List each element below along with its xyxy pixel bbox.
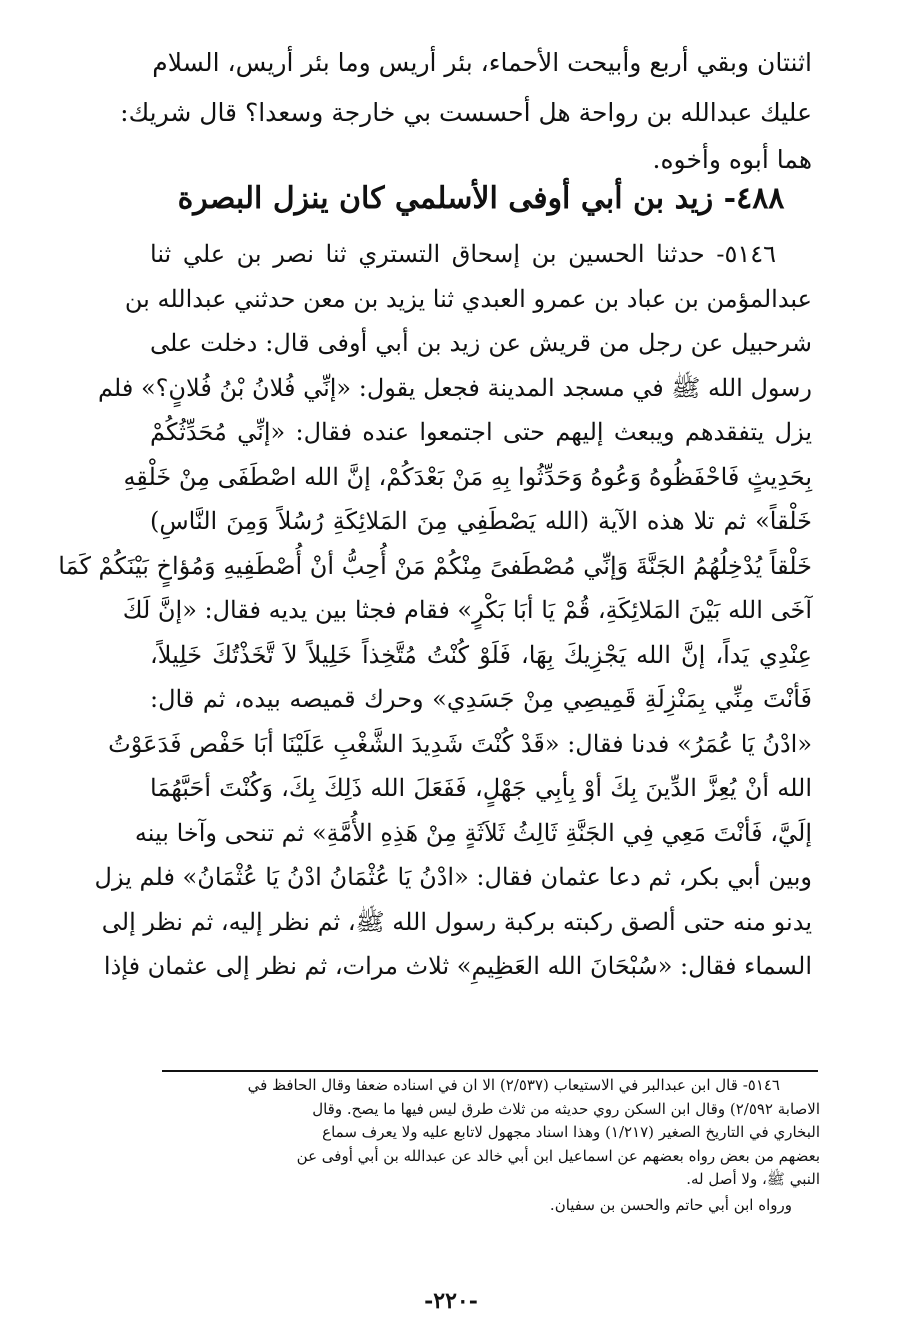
text-line: الله أنْ يُعِزَّ الدِّينَ بِكَ أوْ بِأبِي جَهْلٍ، فَفَعَلَ الله ذَلِكَ بِكَ، وَكُنْتَ أحَبَّهُمَا — [150, 774, 812, 802]
text-line: وبين أبي بكر، ثم دعا عثمان فقال: «ادْنُ يَا عُثْمَانُ ادْنُ يَا عُثْمَانُ» فلم يزل — [94, 863, 812, 891]
text-line: اثنتان وبقي أربع وأبيحت الأحماء، بئر أريس وما بئر أريس، السلام — [152, 48, 812, 77]
text-line: عليك عبدالله بن رواحة هل أحسست بي خارجة وسعدا؟ قال شريك: — [120, 98, 812, 127]
footnotes — [160, 1074, 820, 1217]
text-line: خَلْقاً» ثم تلا هذه الآية (الله يَصْطَفِي مِنَ المَلائِكَةِ رُسُلاً وَمِنَ النَّاسِ) — [150, 507, 812, 535]
text-line: ٥١٤٦- حدثنا الحسين بن إسحاق التستري ثنا نصر بن علي ثنا — [150, 240, 777, 268]
page-number: -٢٢٠- — [424, 1288, 478, 1314]
footnote-separator — [162, 1070, 818, 1072]
footnote-line: بعضهم من بعض رواه بعضهم عن اسماعيل ابن أبي خالد عن عبدالله بن أبي أوفى عن — [296, 1146, 820, 1165]
text-line: فَأنْتَ مِنِّي بِمَنْزِلَةِ قَمِيصِي مِنْ جَسَدِي» وحرك قميصه بيده، ثم قال: — [150, 685, 812, 713]
text-line: يزل يتفقدهم ويبعث إليهم حتى اجتمعوا عنده فقال: «إنِّي مُحَدِّثُكُمْ — [150, 418, 813, 446]
text-line: شرحبيل عن رجل من قريش عن زيد بن أبي أوفى قال: دخلت على — [150, 329, 812, 357]
text-line: عبدالمؤمن بن عباد بن عمرو العبدي ثنا يزيد بن معن حدثني عبدالله بن — [124, 284, 812, 313]
hadith-text — [58, 232, 813, 989]
footnote-line: النبي ﷺ، ولا أصل له. — [686, 1170, 820, 1188]
text-line: عِنْدِي يَداً، إنَّ الله يَجْزِيكَ بِهَا، فَلَوْ كُنْتُ مُتَّخِذاً خَلِيلاً لاَ تَّخَذْتُكَ خَلِيلاً، — [150, 640, 812, 669]
chapter-heading: ٤٨٨- زيد بن أبي أوفى الأسلمي كان ينزل البصرة — [177, 181, 785, 216]
footnote-line: الاصابة ٢/٥٩٢) وقال ابن السكن روي حديثه من ثلاث طرق ليس فيها ما يصح. وقال — [312, 1099, 820, 1118]
text-line: السماء فقال: «سُبْحَانَ الله العَظِيمِ» ثلاث مرات، ثم نظر إلى عثمان فإذا — [103, 952, 812, 980]
text-line: يدنو منه حتى ألصق ركبته بركبة رسول الله ﷺ، ثم نظر إليه، ثم نظر إلى — [101, 907, 812, 936]
text-line: رسول الله ﷺ في مسجد المدينة فجعل يقول: «إنِّي فُلانُ بْنُ فُلانٍ؟» فلم — [97, 373, 812, 402]
text-line: هما أبوه وأخوه. — [652, 145, 812, 174]
text-line: «ادْنُ يَا عُمَرُ» فدنا فقال: «قَدْ كُنْتَ شَدِيدَ الشَّغْبِ عَلَيْنَا أبَا حَفْص فَدَعَوْتُ — [108, 729, 812, 758]
footnote-line: ورواه ابن أبي حاتم والحسن بن سفيان. — [549, 1195, 792, 1214]
continued-text — [120, 38, 812, 182]
footnote-line: البخاري في التاريخ الصغير (١/٢١٧) وهذا اسناد مجهول لاتابع عليه ولا يعرف سماع — [322, 1123, 820, 1141]
page-content — [58, 38, 813, 989]
text-line: خَلْقاً يُدْخِلُهُمُ الجَنَّةَ وَإنِّي مُصْطَفىً مِنْكُمْ مَنْ أُحِبُّ أنْ أُصْطَفِيهِ وَمُؤاخٍ بَيْنَكُمْ كَمَا — [58, 551, 812, 580]
text-line: آخَى الله بَيْنَ المَلائِكَةِ، قُمْ يَا أبَا بَكْرٍ» فقام فجثا بين يديه فقال: «إنَّ لَكَ — [122, 596, 812, 624]
text-line: إلَيَّ، فَأنْتَ مَعِي فِي الجَنَّةِ ثَالِثُ ثَلاَثَةٍ مِنْ هَذِهِ الأُمَّةِ» ثم تنحى وآخا بينه — [134, 818, 812, 847]
footnote-line: ٥١٤٦- قال ابن عبدالبر في الاستيعاب (٢/٥٣٧) الا ان في اسناده ضعفا وقال الحافظ في — [247, 1076, 780, 1094]
text-line: بِحَدِيثٍ فَاحْفَظُوهُ وَعُوهُ وَحَدِّثُوا بِهِ مَنْ بَعْدَكُمْ، إنَّ الله اصْطَفَى مِنْ خَلْقِهِ — [123, 462, 812, 491]
